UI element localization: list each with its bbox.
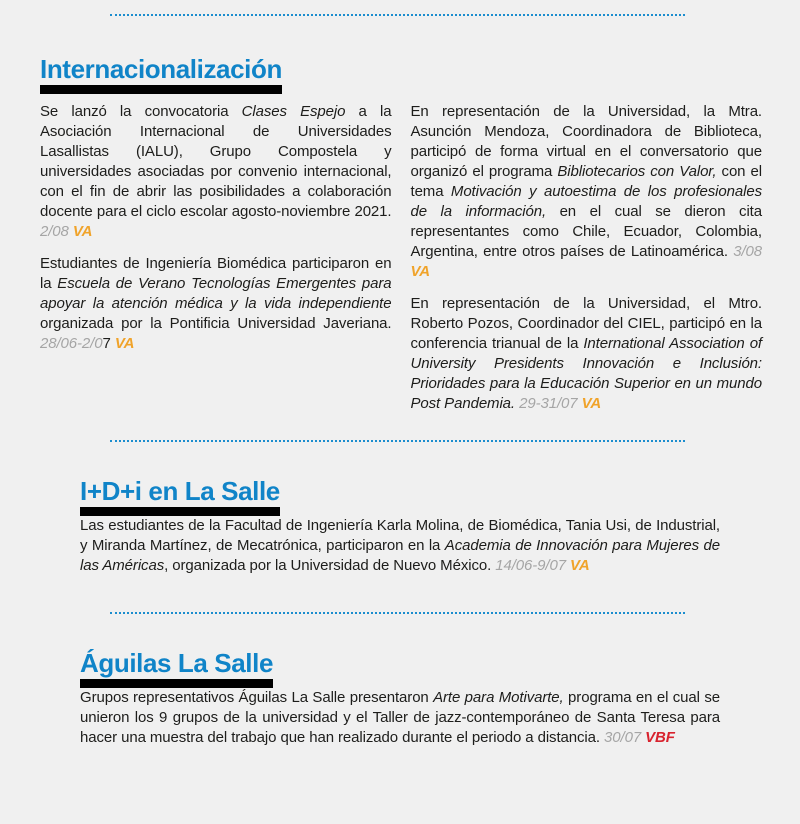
section-title-internacionalizacion: Internacionalización xyxy=(40,56,282,94)
italic-title-text: Academia de Innovación para Mujeres de las Américas xyxy=(80,537,720,574)
section-aguilas-la-salle xyxy=(80,650,720,748)
text-segment: Grupos representativos Águilas La Salle presentaron xyxy=(80,689,434,706)
paragraph-escuela-verano xyxy=(40,254,392,354)
section-divider-middle xyxy=(110,440,685,442)
paragraph-arte-para-motivarte xyxy=(80,688,720,748)
paragraph-clases-espejo xyxy=(40,102,392,242)
text-segment: , organizada por la Universidad de Nuevo México. xyxy=(164,557,496,574)
credit-initials: VA xyxy=(410,263,431,280)
text-segment: programa en el cual se unieron los 9 grupos de la universidad y el Taller de jazz-contemporáneo de Santa Teresa para hacer una muestra del trabajo que han realizado durante el periodo a distancia. xyxy=(80,689,720,746)
text-segment: a la Asociación Internacional de Universidades Lasallistas (IALU), Grupo Compostela y universidades asociadas por convenio internacional, con el fin de abrir las posibilidades a colaboración docente para el ciclo escolar agosto-noviembre 2021. xyxy=(40,103,392,220)
paragraph-iaup-conferencia xyxy=(411,294,763,414)
credit-initials: VA xyxy=(72,223,93,240)
text-segment: Las estudiantes de la Facultad de Ingeniería Karla Molina, de Biomédica, Tania Usi, de Industrial, y Miranda Martínez, de Mecatrónica, participaron en la xyxy=(80,517,720,554)
italic-title-text: Motivación y autoestima de los profesionales de la información, xyxy=(410,183,763,220)
section-idi-en-la-salle xyxy=(80,478,720,576)
credit-initials: VA xyxy=(570,557,590,574)
italic-title-text: Clases Espejo xyxy=(241,103,346,120)
date-stamp: 30/07 xyxy=(604,729,642,746)
section-header xyxy=(80,478,720,516)
section-title-aguilas: Águilas La Salle xyxy=(80,650,273,688)
two-column-layout xyxy=(40,102,762,414)
date-stamp: 28/06-2/0 xyxy=(40,335,103,352)
section-title-idi: I+D+i en La Salle xyxy=(80,478,280,516)
paragraph-bibliotecarios xyxy=(411,102,763,282)
section-internacionalizacion xyxy=(40,56,762,414)
italic-title-text: Bibliotecarios con Valor, xyxy=(557,163,717,180)
text-segment: En representación de la Universidad, la Mtra. Asunción Mendoza, Coordinadora de Biblioteca, participó de forma virtual en el conversatorio que organizó el programa xyxy=(410,103,762,180)
credit-initials: VA xyxy=(581,395,602,412)
right-column xyxy=(411,102,763,414)
text-segment: Estudiantes de Ingeniería Biomédica participaron en la xyxy=(40,255,392,292)
date-stamp: 3/08 xyxy=(733,243,762,260)
italic-title-text: Arte para Motivarte, xyxy=(433,689,564,706)
paragraph-academia-innovacion xyxy=(80,516,720,576)
text-segment: Se lanzó la convocatoria xyxy=(40,103,242,120)
date-stamp: 14/06-9/07 xyxy=(495,557,566,574)
section-divider-top xyxy=(110,14,685,16)
italic-title-text: Escuela de Verano Tecnologías Emergentes para apoyar la atención médica y la vida independiente xyxy=(40,275,392,312)
text-segment: 7 xyxy=(102,335,111,352)
left-column xyxy=(40,102,392,414)
credit-initials: VA xyxy=(114,335,135,352)
date-stamp: 29-31/07 xyxy=(519,395,578,412)
text-segment: organizada por la Pontificia Universidad Javeriana. xyxy=(40,315,392,332)
section-header xyxy=(80,650,720,688)
credit-initials: VBF xyxy=(645,729,675,746)
section-header xyxy=(40,56,762,94)
italic-title-text: International Association of University Presidents Innovación e Inclusión: Prioridades para la Educación Superior en un mundo Post Pandemia. xyxy=(410,335,762,412)
date-stamp: 2/08 xyxy=(40,223,69,240)
newsletter-page xyxy=(0,14,800,748)
text-segment: con el tema xyxy=(410,163,762,200)
text-segment: En representación de la Universidad, el Mtro. Roberto Pozos, Coordinador del CIEL, participó en la conferencia trianual de la xyxy=(410,295,762,352)
section-divider-bottom xyxy=(110,612,685,614)
text-segment: en el cual se dieron cita representantes como Chile, Ecuador, Colombia, Argentina, entre otros países de Latinoamérica. xyxy=(410,203,762,260)
